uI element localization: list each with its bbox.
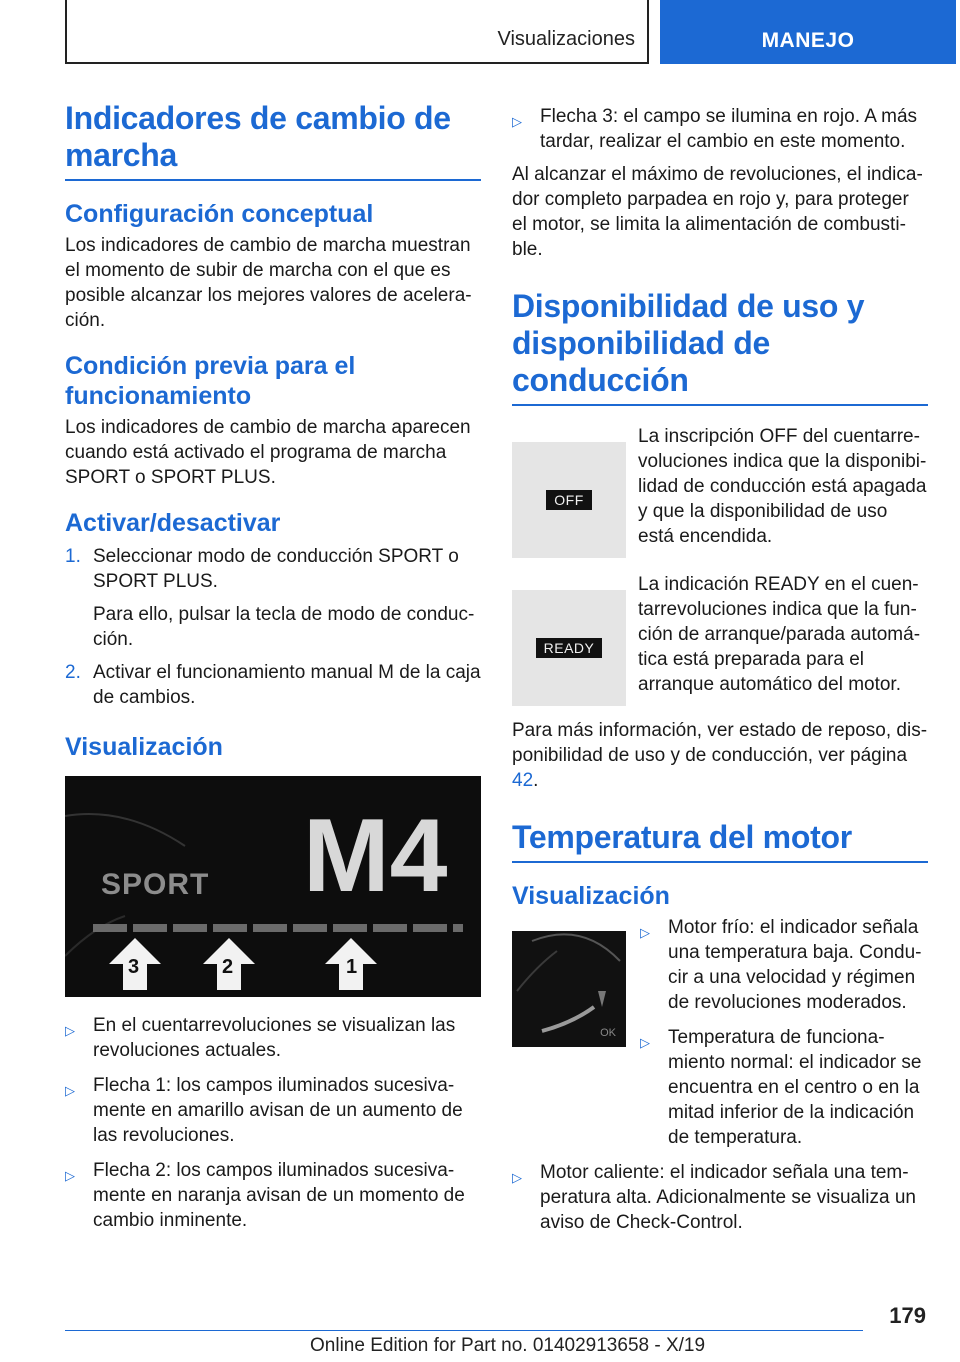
list-item-text: Temperatura de funcionamiento normal: el indicador se encuentra en el centro o en la mitad inferior de la indicación de temperatura. — [668, 1027, 922, 1148]
temp-row — [512, 915, 928, 1150]
footer-edition: Online Edition for Part no. 01402913658 - X/19 — [310, 1335, 706, 1356]
page-number: 179 — [889, 1303, 926, 1328]
cluster-gear-label: M4 — [303, 798, 448, 914]
ready-indicator-image — [512, 590, 626, 706]
triangle-bullet-icon: ▷ — [512, 114, 522, 129]
header-chapter-tab: MANEJO — [660, 0, 956, 64]
step-text: Activar el funcionamiento manual M de la caja de cambios. — [93, 662, 481, 708]
temperature-gauge-image — [512, 931, 626, 1047]
step-number: 1. — [65, 546, 81, 567]
paragraph-max-revs: Al alcanzar el máximo de revoluciones, el indicador completo parpadea en rojo y, para proteger el motor, se limita la alimentación de combustible. — [512, 164, 923, 260]
paragraph-concept: Los indicadores de cambio de marcha muestran el momento de subir de marcha con el que es posible alcanzar los mejores valores de aceleración. — [65, 235, 472, 331]
triangle-bullet-icon: ▷ — [640, 1035, 650, 1050]
triangle-bullet-icon: ▷ — [640, 925, 650, 940]
heading-concept: Configuración conceptual — [65, 200, 374, 228]
off-indicator-label: OFF — [546, 490, 592, 510]
list-item-text: Motor frío: el indicador señala una temperatura baja. Conducir a una velocidad y régimen de revoluciones moderados. — [668, 917, 922, 1013]
heading-activate: Activar/desactivar — [65, 509, 281, 537]
heading-availability: Disponibilidad de uso y disponibilidad de conducción — [512, 288, 928, 406]
arrow-label: 2 — [222, 956, 234, 978]
list-item — [512, 104, 928, 154]
footer-divider — [65, 1330, 863, 1331]
list-item — [640, 915, 928, 1015]
off-indicator-image — [512, 442, 626, 558]
page-link[interactable]: 42 — [512, 770, 534, 791]
heading-display: Visualización — [65, 733, 223, 761]
heading-shift-indicators: Indicadores de cambio de marcha — [65, 100, 481, 181]
instrument-cluster-image — [65, 776, 481, 997]
step-text: Seleccionar modo de conducción SPORT o SPORT PLUS. — [93, 546, 459, 592]
temp-ok-label: OK — [600, 1027, 616, 1039]
heading-temp-display: Visualización — [512, 882, 670, 910]
list-item — [65, 1158, 481, 1233]
step-subtext: Para ello, pulsar la tecla de modo de conducción. — [93, 604, 475, 650]
list-item — [65, 1073, 481, 1148]
step-item — [65, 544, 481, 652]
list-item-text: Flecha 2: los campos iluminados sucesivamente en naranja avisan de un momento de cambio inminente. — [93, 1160, 465, 1231]
list-item-text: Motor caliente: el indicador señala una temperatura alta. Adicionalmente se visualiza un aviso de Check-Control. — [540, 1162, 917, 1233]
list-item-text: En el cuentarrevoluciones se visualizan las revoluciones actuales. — [93, 1015, 456, 1061]
arrow-label: 1 — [346, 956, 358, 978]
left-column — [65, 100, 481, 1233]
triangle-bullet-icon: ▷ — [65, 1168, 75, 1183]
list-item-text: Flecha 1: los campos iluminados sucesivamente en amarillo avisan de un aumento de las revoluciones. — [93, 1075, 463, 1146]
list-item-text: Flecha 3: el campo se ilumina en rojo. A más tardar, realizar el cambio en este momento. — [540, 106, 918, 152]
ready-indicator-label: READY — [536, 638, 603, 658]
list-item — [640, 1025, 928, 1150]
more-info-text: Para más información, ver estado de reposo, disponibilidad de uso y de conducción, ver página — [512, 720, 928, 766]
triangle-bullet-icon: ▷ — [512, 1170, 522, 1185]
right-column — [512, 100, 928, 1235]
paragraph-condition: Los indicadores de cambio de marcha aparecen cuando está activado el programa de marcha SPORT o SPORT PLUS. — [65, 417, 471, 488]
indicator-ready-row — [512, 572, 928, 706]
off-indicator-text: La inscripción OFF del cuentarrevoluciones indica que la disponibilidad de conducción está apagada y que la disponibilidad de uso está encendida. — [638, 426, 927, 547]
rev-field-bar — [93, 924, 463, 932]
arrow-label: 3 — [128, 956, 140, 978]
triangle-bullet-icon: ▷ — [65, 1023, 75, 1038]
list-item — [65, 1013, 481, 1063]
indicator-off-row — [512, 424, 928, 558]
ready-indicator-text: La indicación READY en el cuentarrevoluciones indica que la función de arranque/parada automática está preparada para el arranque automático del motor. — [638, 574, 921, 695]
step-number: 2. — [65, 662, 81, 683]
cluster-mode-label: SPORT — [101, 868, 210, 901]
header-section-title: Visualizaciones — [497, 28, 635, 50]
header-section-box — [65, 0, 649, 64]
triangle-bullet-icon: ▷ — [65, 1083, 75, 1098]
step-item — [65, 660, 481, 710]
list-item — [512, 1160, 928, 1235]
more-info-suffix: . — [533, 770, 539, 791]
heading-engine-temp: Temperatura del motor — [512, 819, 928, 863]
heading-condition: Condición previa para el funcionamiento — [65, 352, 356, 410]
paragraph-more-info — [512, 718, 928, 793]
